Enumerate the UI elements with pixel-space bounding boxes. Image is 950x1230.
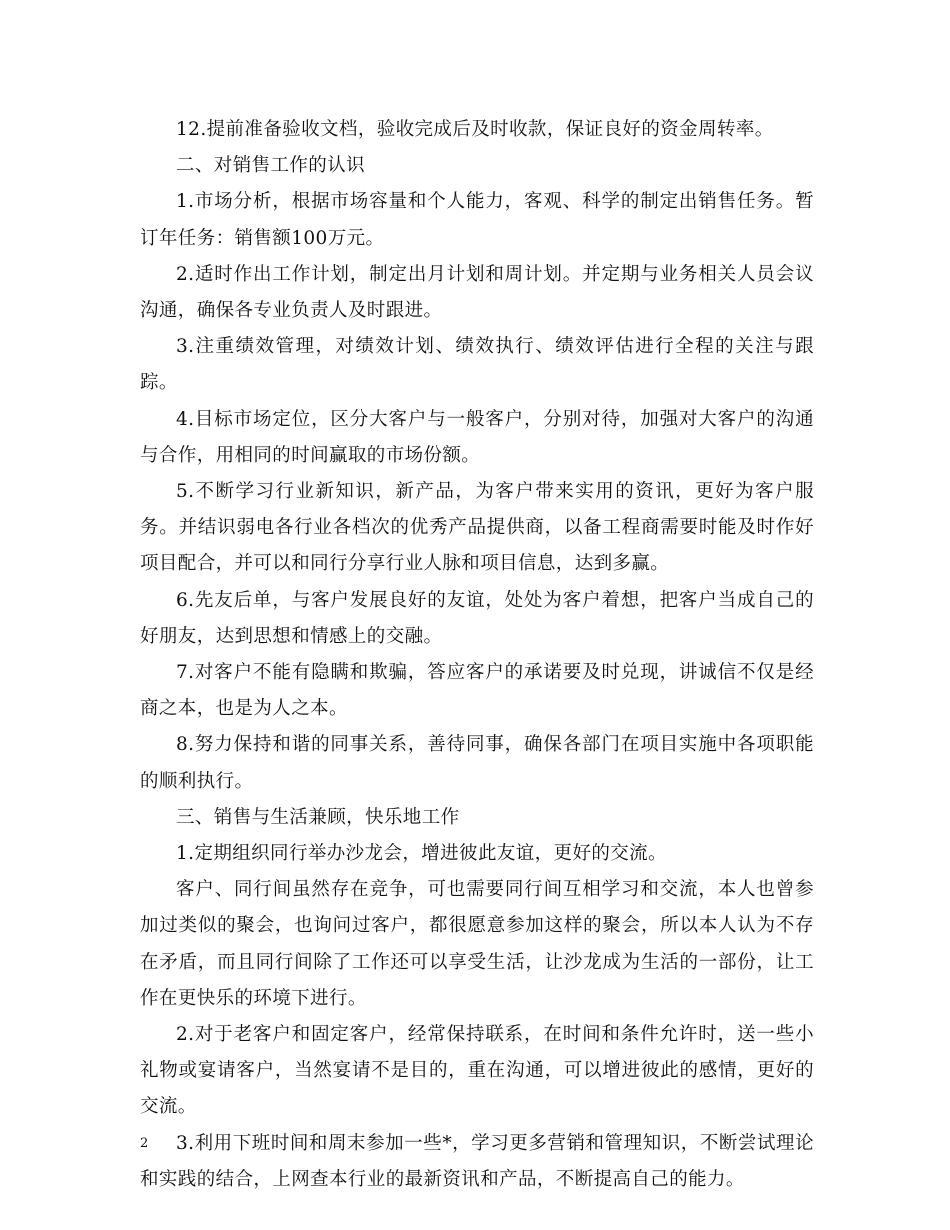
paragraph-self-improvement: 3.利用下班时间和周末参加一些*，学习更多营销和管理知识，不断尝试理论和实践的结合，上网查本行业的最新资讯和产品，不断提高自己的能力。	[140, 1132, 814, 1190]
paragraph-honesty: 7.对客户不能有隐瞒和欺骗，答应客户的承诺要及时兑现，讲诚信不仅是经商之本，也是为人之本。	[140, 662, 814, 720]
paragraph-performance-management: 3.注重绩效管理，对绩效计划、绩效执行、绩效评估进行全程的关注与跟踪。	[140, 336, 814, 394]
paragraph-friendship-first: 6.先友后单，与客户发展良好的友谊，处处为客户着想，把客户当成自己的好朋友，达到思想和情感上的交融。	[140, 589, 814, 647]
document-body	[140, 112, 814, 1198]
paragraph-continuous-learning: 5.不断学习行业新知识，新产品，为客户带来实用的资讯，更好为客户服务。并结识弱电各行业各档次的优秀产品提供商，以备工程商需要时能及时作好项目配合，并可以和同行分享行业人脉和项目信息，达到多赢。	[140, 481, 814, 575]
paragraph-peer-exchange: 客户、同行间虽然存在竞争，可也需要同行间互相学习和交流，本人也曾参加过类似的聚会，也询问过客户，都很愿意参加这样的聚会，所以本人认为不存在矛盾，而且同行间除了工作还可以享受生活，让沙龙成为生活的一部份，让工作在更快乐的环境下进行。	[140, 879, 814, 1009]
paragraph-acceptance-documents: 12.提前准备验收文档，验收完成后及时收款，保证良好的资金周转率。	[176, 119, 774, 140]
paragraph-colleague-relations: 8.努力保持和谐的同事关系，善待同事，确保各部门在项目实施中各项职能的顺利执行。	[140, 734, 814, 792]
section-heading-sales-understanding: 二、对销售工作的认识	[176, 155, 366, 177]
paragraph-client-contact: 2.对于老客户和固定客户，经常保持联系，在时间和条件允许时，送一些小礼物或宴请客户，当然宴请不是目的，重在沟通，可以增进彼此的感情，更好的交流。	[140, 1024, 814, 1118]
paragraph-target-market: 4.目标市场定位，区分大客户与一般客户，分别对待，加强对大客户的沟通与合作，用相同的时间赢取的市场份额。	[140, 408, 814, 466]
paragraph-market-analysis: 1.市场分析，根据市场容量和个人能力，客观、科学的制定出销售任务。暂订年任务：销售额100万元。	[140, 191, 814, 249]
section-heading-work-life-balance: 三、销售与生活兼顾，快乐地工作	[176, 806, 460, 828]
page-number: 2	[140, 1136, 149, 1151]
paragraph-work-plan: 2.适时作出工作计划，制定出月计划和周计划。并定期与业务相关人员会议沟通，确保各专业负责人及时跟进。	[140, 263, 814, 322]
paragraph-salon-meetings: 1.定期组织同行举办沙龙会，增进彼此友谊，更好的交流。	[176, 843, 667, 865]
